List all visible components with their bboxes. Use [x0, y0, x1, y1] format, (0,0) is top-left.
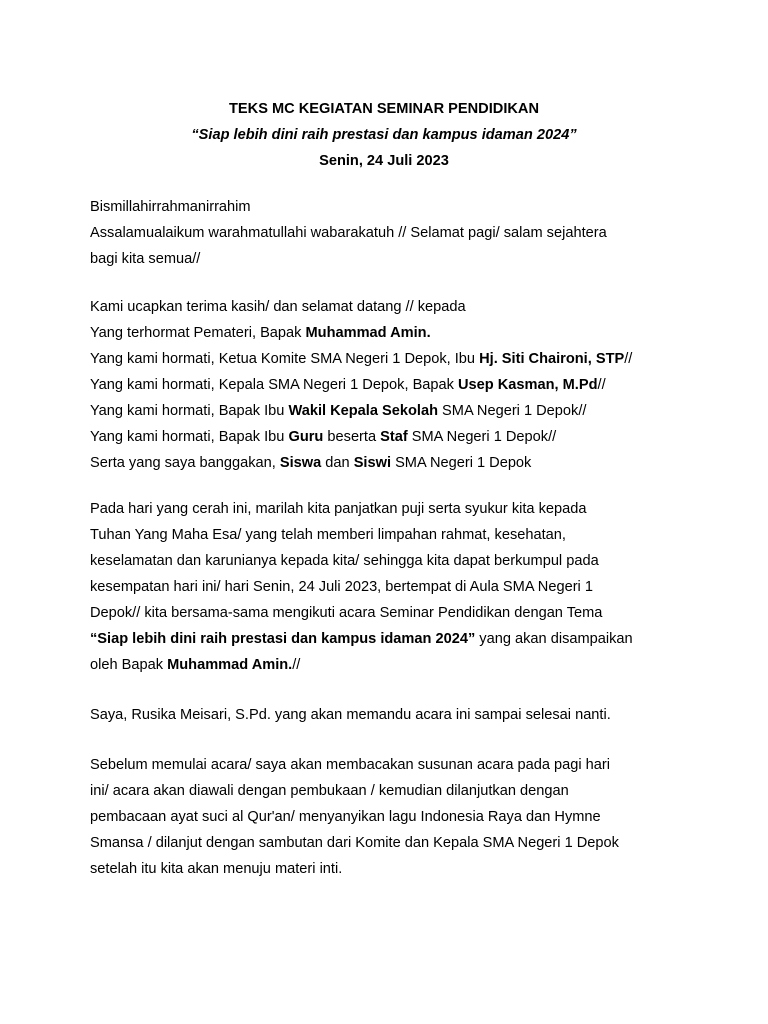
- document-date: Senin, 24 Juli 2023: [319, 153, 449, 169]
- guest-name: Siswi: [353, 455, 392, 471]
- paragraph-agenda: [90, 752, 678, 882]
- paragraph-line: ini/ acara akan diawali dengan pembukaan / kemudian dilanjutkan dengan: [90, 783, 569, 799]
- welcome-line: Serta yang saya banggakan, Siswa dan Siswi SMA Negeri 1 Depok: [90, 455, 532, 471]
- paragraph-line: Tuhan Yang Maha Esa/ yang telah memberi limpahan rahmat, kesehatan,: [90, 527, 566, 543]
- paragraph-line: oleh Bapak Muhammad Amin.//: [90, 657, 301, 673]
- paragraph-line: kesempatan hari ini/ hari Senin, 24 Juli 2023, bertempat di Aula SMA Negeri 1: [90, 579, 593, 595]
- paragraph-line: Depok// kita bersama-sama mengikuti acara Seminar Pendidikan dengan Tema: [90, 605, 603, 621]
- welcome-line: Yang kami hormati, Bapak Ibu Guru beserta Staf SMA Negeri 1 Depok//: [90, 429, 557, 445]
- guest-name: Hj. Siti Chaironi, STP: [479, 351, 625, 367]
- document-subtitle: “Siap lebih dini raih prestasi dan kampus idaman 2024”: [191, 127, 577, 143]
- guest-name: Usep Kasman, M.Pd: [458, 377, 598, 393]
- welcome-intro: Kami ucapkan terima kasih/ dan selamat datang // kepada: [90, 299, 466, 315]
- guest-name: Staf: [380, 429, 408, 445]
- document-header: [90, 96, 678, 174]
- paragraph-line: Sebelum memulai acara/ saya akan membacakan susunan acara pada pagi hari: [90, 757, 611, 773]
- guest-name: Muhammad Amin.: [305, 325, 431, 341]
- document-title: TEKS MC KEGIATAN SEMINAR PENDIDIKAN: [229, 101, 539, 117]
- paragraph-line: Pada hari yang cerah ini, marilah kita panjatkan puji serta syukur kita kepada: [90, 501, 587, 517]
- paragraph-line: pembacaan ayat suci al Qur'an/ menyanyikan lagu Indonesia Raya dan Hymne: [90, 809, 601, 825]
- paragraph-line: keselamatan dan karunianya kepada kita/ sehingga kita dapat berkumpul pada: [90, 553, 599, 569]
- guest-name: Guru: [288, 429, 324, 445]
- paragraph-line: “Siap lebih dini raih prestasi dan kampus idaman 2024” yang akan disampaikan: [90, 631, 633, 647]
- paragraph-line: setelah itu kita akan menuju materi inti.: [90, 861, 343, 877]
- welcome-line: Yang kami hormati, Ketua Komite SMA Negeri 1 Depok, Ibu Hj. Siti Chaironi, STP//: [90, 351, 633, 367]
- paragraph-line: Smansa / dilanjut dengan sambutan dari Komite dan Kepala SMA Negeri 1 Depok: [90, 835, 619, 851]
- guest-name: Wakil Kepala Sekolah: [288, 403, 438, 419]
- guest-name: Siswa: [279, 455, 322, 471]
- seminar-theme: “Siap lebih dini raih prestasi dan kampus idaman 2024”: [90, 631, 476, 647]
- paragraph-line: Saya, Rusika Meisari, S.Pd. yang akan memandu acara ini sampai selesai nanti.: [90, 707, 611, 723]
- welcome-line: Yang kami hormati, Bapak Ibu Wakil Kepala Sekolah SMA Negeri 1 Depok//: [90, 403, 587, 419]
- welcome-section: [90, 294, 678, 476]
- paragraph-mc-intro: [90, 702, 678, 728]
- paragraph-opening-prayer: [90, 496, 678, 678]
- welcome-line: Yang terhormat Pemateri, Bapak Muhammad Amin.: [90, 325, 431, 341]
- opening-section: [90, 194, 678, 272]
- greeting-line: Assalamualaikum warahmatullahi wabarakatuh // Selamat pagi/ salam sejahtera: [90, 225, 607, 241]
- greeting-line: bagi kita semua//: [90, 251, 201, 267]
- speaker-name: Muhammad Amin.: [167, 657, 293, 673]
- basmalah-line: Bismillahirrahmanirrahim: [90, 199, 251, 215]
- welcome-line: Yang kami hormati, Kepala SMA Negeri 1 Depok, Bapak Usep Kasman, M.Pd//: [90, 377, 606, 393]
